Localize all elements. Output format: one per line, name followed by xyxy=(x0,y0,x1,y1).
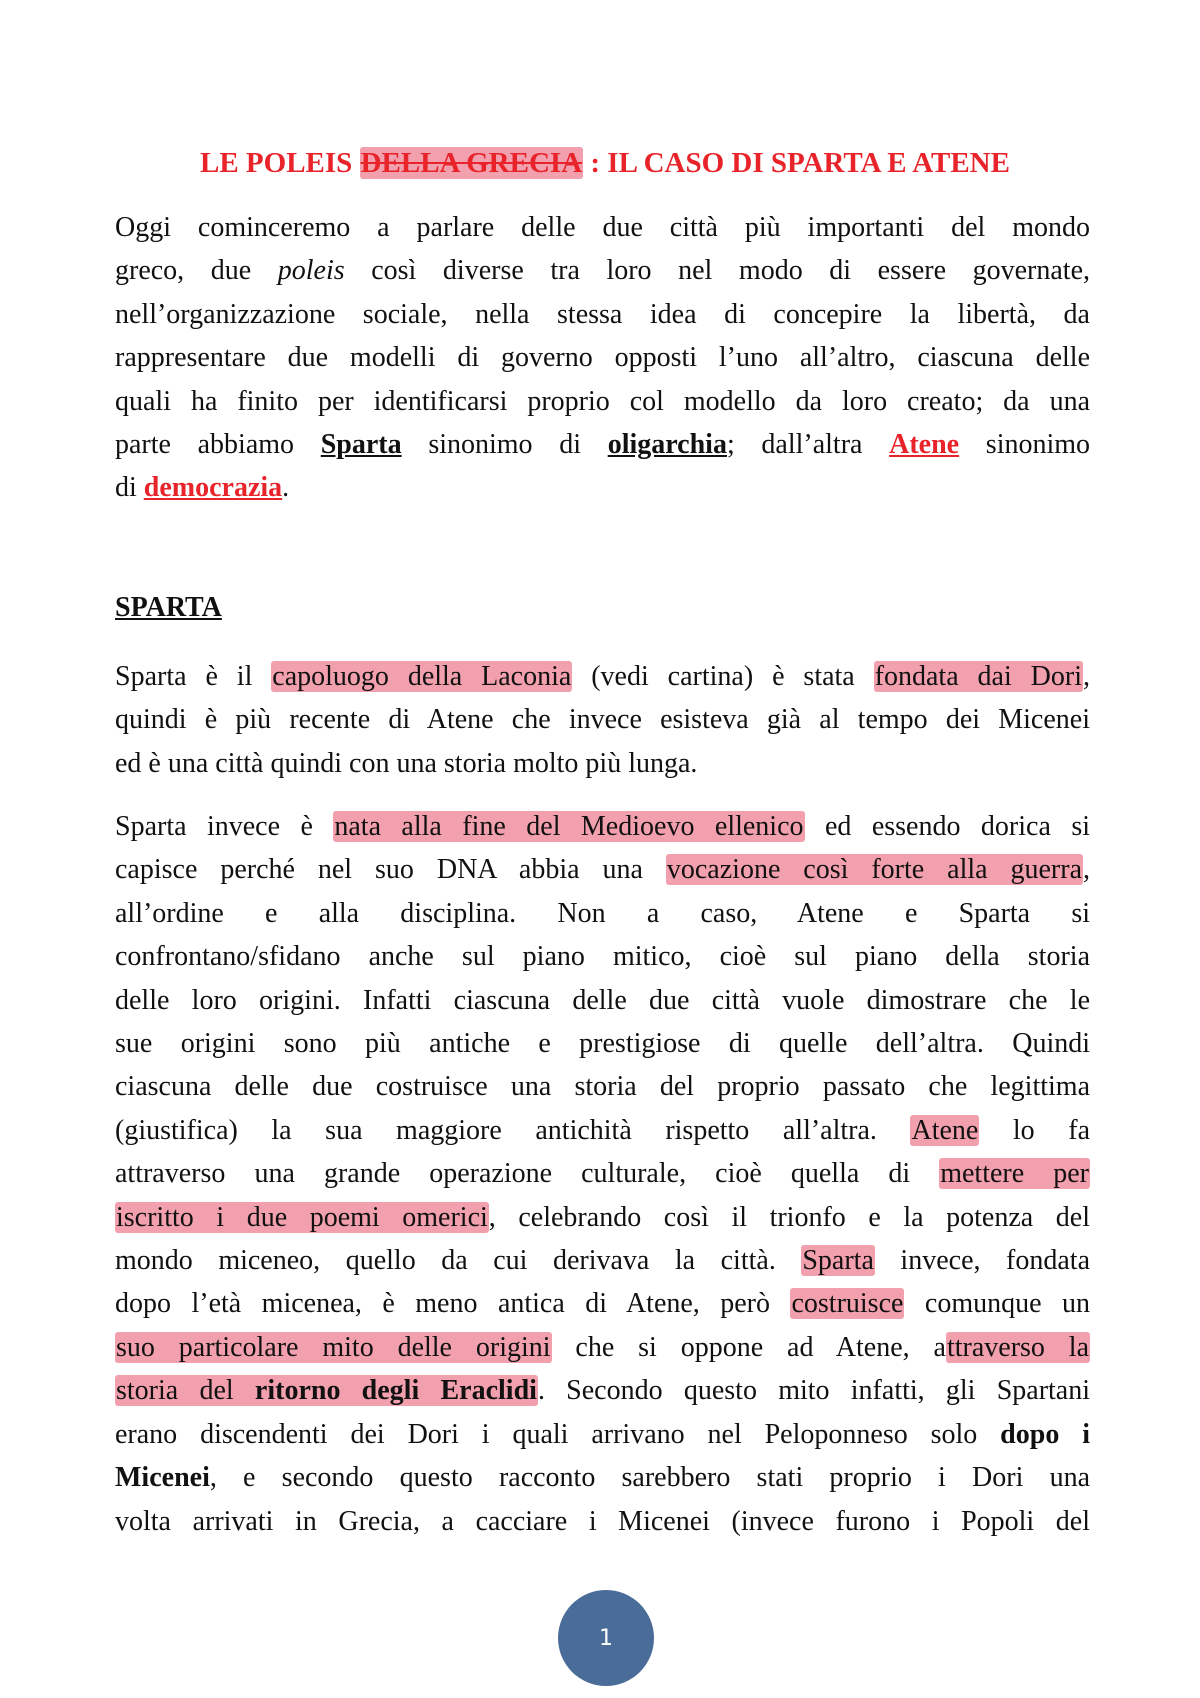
text-line: nell’organizzazione sociale, nella stessa idea di concepire la libertà, da xyxy=(115,298,1090,330)
keyword-democrazia: democrazia xyxy=(143,472,283,504)
text-line: attraverso una grande operazione culturale, cioè quella di mettere per xyxy=(115,1158,1089,1190)
text-line: delle loro origini. Infatti ciascuna delle due città vuole dimostrare che le xyxy=(115,984,1090,1016)
text-line: ed è una città quindi con una storia molto più lunga. xyxy=(115,747,698,779)
keyword-sparta: Sparta xyxy=(320,429,402,461)
text-line: confrontano/sfidano anche sul piano mitico, cioè sul piano della storia xyxy=(115,941,1090,973)
title-highlight: DELLA GRECIA xyxy=(360,147,583,179)
text-line: erano discendenti dei Dori i quali arrivano nel Peloponneso solo dopo i xyxy=(115,1418,1090,1450)
text-line: capisce perché nel suo DNA abbia una vocazione così forte alla guerra, xyxy=(115,854,1091,886)
text-line: greco, due poleis così diverse tra loro nel modo di essere governate, xyxy=(115,255,1090,287)
highlight: Sparta xyxy=(802,1245,874,1277)
highlight: fondata dai Dori xyxy=(874,661,1082,692)
title-part: LE POLEIS xyxy=(200,147,360,179)
highlight: mettere per xyxy=(940,1158,1089,1190)
text-line: rappresentare due modelli di governo opposti l’uno all’altro, ciascuna delle xyxy=(115,342,1090,374)
text-line: suo particolare mito delle origini che si oppone ad Atene, attraverso la xyxy=(116,1331,1089,1363)
intro-paragraph xyxy=(115,206,1090,510)
bold-phrase: Micenei xyxy=(115,1462,210,1494)
highlight: Atene xyxy=(911,1114,979,1146)
text-line: sue origini sono più antiche e prestigiose di quelle dell’altra. Quindi xyxy=(115,1028,1090,1060)
text-line: ciascuna delle due costruisce una storia del proprio passato che legittima xyxy=(115,1071,1090,1103)
paragraph-sparta-founding xyxy=(115,655,1090,785)
highlight: capoluogo della Laconia xyxy=(272,661,572,692)
text-line: iscritto i due poemi omerici, celebrando così il trionfo e la potenza del xyxy=(116,1201,1090,1233)
text-line: storia del ritorno degli Eraclidi. Secondo questo mito infatti, gli Spartani xyxy=(116,1375,1091,1407)
highlight: ttraverso la xyxy=(946,1331,1089,1363)
text-line: dopo l’età micenea, è meno antica di Atene, però costruisce comunque un xyxy=(115,1288,1090,1320)
highlight: vocazione così forte alla guerra xyxy=(666,854,1083,886)
page-title xyxy=(115,146,1095,180)
section-heading: SPARTA xyxy=(115,592,222,623)
text-line: (giustifica) la sua maggiore antichità rispetto all’altra. Atene lo fa xyxy=(115,1114,1090,1146)
bold-phrase: ritorno degli Eraclidi xyxy=(254,1375,537,1407)
text-line: quali ha finito per identificarsi proprio col modello da loro creato; da una xyxy=(115,385,1090,417)
page-number: 1 xyxy=(599,1625,613,1651)
text-line: Sparta è il capoluogo della Laconia (vedi cartina) è stata fondata dai Dori, xyxy=(115,661,1090,692)
highlight: costruisce xyxy=(791,1288,904,1320)
paragraph-sparta-myth xyxy=(115,805,1090,1543)
emphasis: poleis xyxy=(277,255,345,287)
text-line: quindi è più recente di Atene che invece esisteva già al tempo dei Micenei xyxy=(115,704,1090,736)
title-part: : IL CASO DI SPARTA E ATENE xyxy=(583,147,1010,179)
keyword-atene: Atene xyxy=(889,429,960,461)
text-line: volta arrivati in Grecia, a cacciare i Micenei (invece furono i Popoli del xyxy=(115,1505,1090,1537)
highlight: storia del ritorno degli Eraclidi xyxy=(116,1375,537,1407)
highlight: nata alla fine del Medioevo ellenico xyxy=(334,811,804,842)
text-line: parte abbiamo Sparta sinonimo di oligarchia; dall’altra Atene sinonimo xyxy=(115,429,1091,461)
bold-phrase: dopo i xyxy=(1000,1418,1090,1450)
keyword-oligarchia: oligarchia xyxy=(607,429,727,461)
highlight: suo particolare mito delle origini xyxy=(116,1331,551,1363)
text-line: mondo miceneo, quello da cui derivava la città. Sparta invece, fondata xyxy=(115,1245,1090,1277)
page-number-badge xyxy=(558,1590,654,1686)
text-line: di democrazia. xyxy=(115,472,290,504)
text-line: Oggi cominceremo a parlare delle due città più importanti del mondo xyxy=(115,212,1090,243)
highlight: iscritto i due poemi omerici xyxy=(116,1201,488,1233)
text-line: Micenei, e secondo questo racconto sarebbero stati proprio i Dori una xyxy=(115,1462,1090,1494)
text-line: all’ordine e alla disciplina. Non a caso, Atene e Sparta si xyxy=(115,897,1090,929)
text-line: Sparta invece è nata alla fine del Medioevo ellenico ed essendo dorica si xyxy=(115,811,1090,842)
